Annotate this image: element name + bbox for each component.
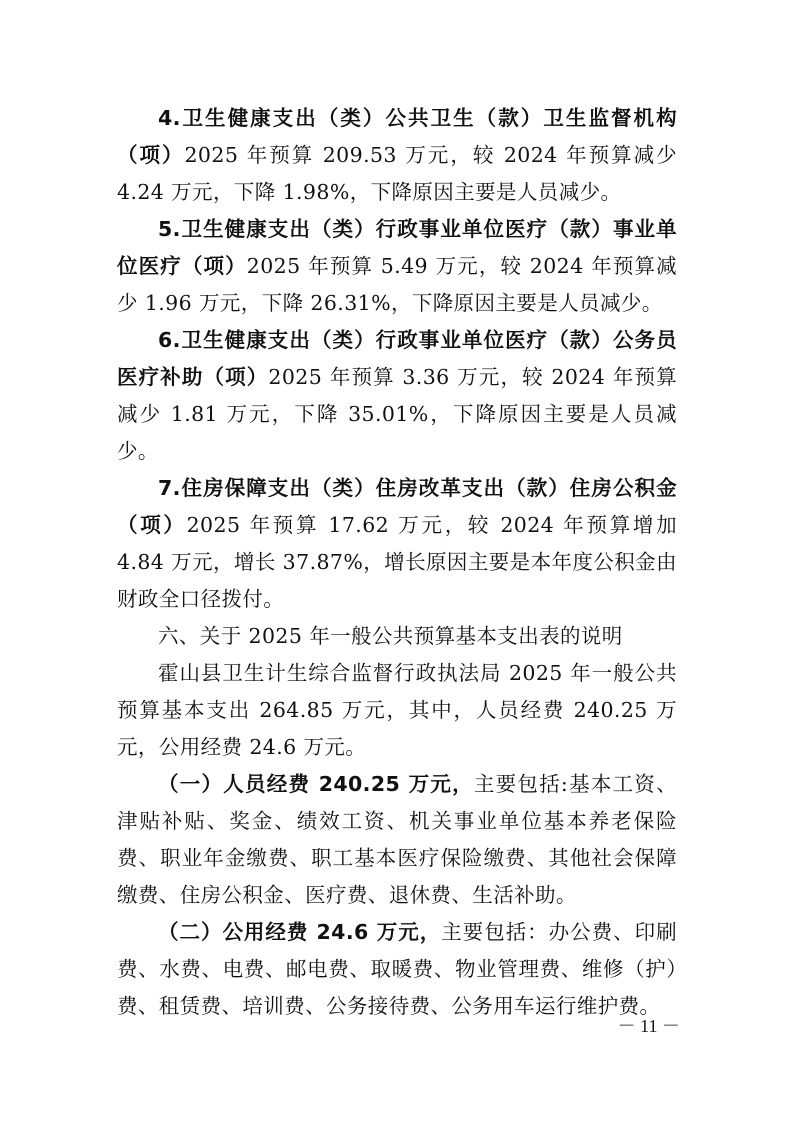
public-expenses-heading: （二）公用经费 24.6 万元， <box>158 920 442 944</box>
section-6-heading: 六、关于 2025 年一般公共预算基本支出表的说明 <box>158 624 623 648</box>
paragraph-public-expenses <box>117 914 677 1025</box>
item-6-text: 2025 年预算 3.36 万元，较 2024 年预算减少 1.81 万元，下降 35.01%，下降原因主要是人员减少。 <box>117 365 677 463</box>
personnel-expenses-text: 主要包括:基本工资、津贴补贴、奖金、绩效工资、机关事业单位基本养老保险费、职业年金缴费、职工基本医疗保险缴费、其他社会保障缴费、住房公积金、医疗费、退休费、生活补助。 <box>117 772 677 907</box>
item-6-heading: 6.卫生健康支出（类）行政事业单位医疗（款）公务员医疗补助（项） <box>117 328 677 389</box>
page-content <box>117 100 677 1025</box>
personnel-expenses-heading: （一）人员经费 240.25 万元， <box>158 772 474 796</box>
section-6-intro: 霍山县卫生计生综合监督行政执法局 2025 年一般公共预算基本支出 264.85 万元，其中，人员经费 240.25 万元，公用经费 24.6 万元。 <box>117 661 677 759</box>
item-5-text: 2025 年预算 5.49 万元，较 2024 年预算减少 1.96 万元，下降 26.31%，下降原因主要是人员减少。 <box>117 254 677 315</box>
item-7-heading: 7.住房保障支出（类）住房改革支出（款）住房公积金（项） <box>117 476 677 537</box>
paragraph-item-5 <box>117 211 677 322</box>
public-expenses-text: 主要包括：办公费、印刷费、水费、电费、邮电费、取暖费、物业管理费、维修（护）费、租赁费、培训费、公务接待费、公务用车运行维护费。 <box>117 920 677 1018</box>
item-4-heading: 4.卫生健康支出（类）公共卫生（款）卫生监督机构（项） <box>117 106 677 167</box>
item-5-heading: 5.卫生健康支出（类）行政事业单位医疗（款）事业单位医疗（项） <box>117 217 677 278</box>
page-number: － 11 － <box>617 1016 680 1036</box>
paragraph-item-7 <box>117 470 677 618</box>
item-7-text: 2025 年预算 17.62 万元，较 2024 年预算增加 4.84 万元，增长 37.87%，增长原因主要是本年度公积金由财政全口径拨付。 <box>117 513 677 611</box>
item-4-text: 2025 年预算 209.53 万元，较 2024 年预算减少 4.24 万元，下降 1.98%，下降原因主要是人员减少。 <box>117 143 677 204</box>
paragraph-personnel-expenses <box>117 766 677 914</box>
paragraph-item-4 <box>117 100 677 211</box>
paragraph-item-6 <box>117 322 677 470</box>
